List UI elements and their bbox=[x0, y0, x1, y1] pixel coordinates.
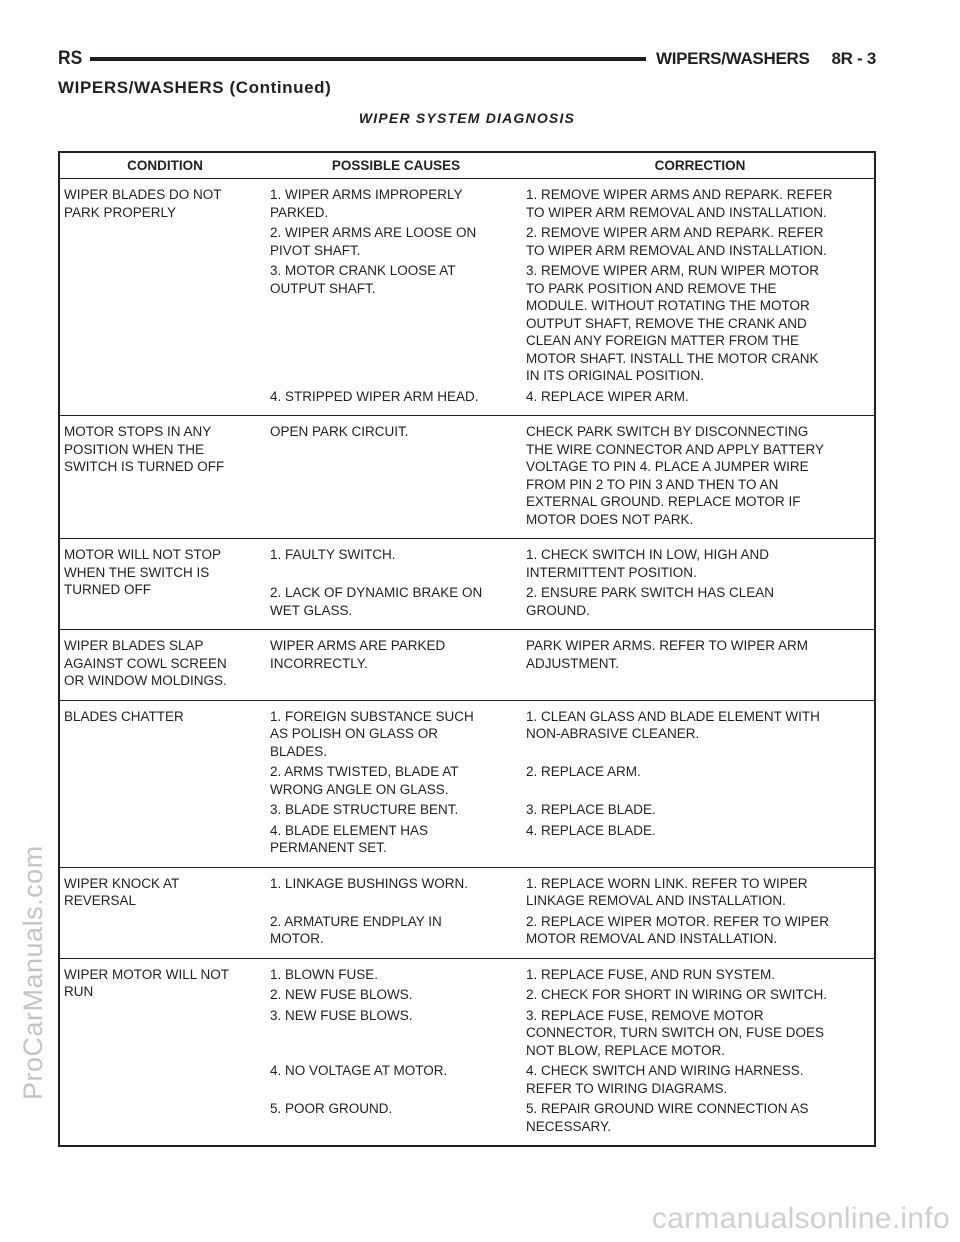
condition-cell: BLADES CHATTER bbox=[64, 708, 184, 724]
header-section bbox=[656, 49, 876, 69]
cause-cell: OPEN PARK CIRCUIT. bbox=[270, 424, 409, 439]
cause-cell: 1. FAULTY SWITCH. bbox=[270, 547, 396, 562]
cause-cell: 2. WIPER ARMS ARE LOOSE ON PIVOT SHAFT. bbox=[270, 225, 477, 258]
table-row-group bbox=[60, 701, 874, 868]
cause-cell: 4. BLADE ELEMENT HAS PERMANENT SET. bbox=[270, 822, 429, 855]
header-page-number: 8R - 3 bbox=[831, 49, 876, 68]
bottom-watermark: carmanualsonline.info bbox=[651, 1202, 950, 1235]
cause-cell: 3. MOTOR CRANK LOOSE AT OUTPUT SHAFT. bbox=[270, 263, 456, 296]
correction-cell: 4. CHECK SWITCH AND WIRING HARNESS. REFER TO WIRING DIAGRAMS. bbox=[526, 1063, 804, 1096]
table-row bbox=[266, 913, 874, 948]
column-header-causes: POSSIBLE CAUSES bbox=[331, 158, 461, 173]
correction-cell: 2. REMOVE WIPER ARM AND REPARK. REFER TO WIPER ARM REMOVAL AND INSTALLATION. bbox=[526, 225, 827, 258]
condition-cell: WIPER BLADES SLAP AGAINST COWL SCREEN OR WINDOW MOLDINGS. bbox=[64, 638, 227, 688]
correction-cell: 3. REMOVE WIPER ARM, RUN WIPER MOTOR TO PARK POSITION AND REMOVE THE MODULE. WITHOUT ROTATING THE MOTOR OUTPUT SHAFT, REMOVE THE CRANK AND CLEAN ANY FOREIGN MATTER FROM THE MOTOR SHAFT. INSTALL THE MOTOR CRANK IN ITS ORIGINAL POSITION. bbox=[526, 263, 820, 383]
table-row bbox=[266, 966, 874, 984]
table-row-group bbox=[60, 868, 874, 959]
correction-cell: 3. REPLACE BLADE. bbox=[526, 802, 656, 817]
cause-correction-list bbox=[266, 966, 874, 1136]
cause-cell: 4. STRIPPED WIPER ARM HEAD. bbox=[270, 388, 479, 404]
table-row-group bbox=[60, 179, 874, 416]
cause-cell: 2. LACK OF DYNAMIC BRAKE ON WET GLASS. bbox=[270, 585, 483, 618]
condition-cell: WIPER BLADES DO NOT PARK PROPERLY bbox=[64, 187, 222, 220]
header-vehicle-code: RS bbox=[58, 48, 83, 69]
correction-cell: 4. REPLACE WIPER ARM. bbox=[526, 388, 689, 404]
condition-cell: WIPER KNOCK AT REVERSAL bbox=[64, 875, 180, 908]
cause-cell: 2. ARMATURE ENDPLAY IN MOTOR. bbox=[270, 913, 442, 946]
cause-cell: 4. NO VOLTAGE AT MOTOR. bbox=[270, 1063, 448, 1078]
cause-cell: 2. NEW FUSE BLOWS. bbox=[270, 987, 413, 1002]
cause-cell: 1. BLOWN FUSE. bbox=[270, 966, 379, 982]
continued-title: WIPERS/WASHERS (Continued) bbox=[58, 78, 332, 97]
table-row bbox=[266, 1062, 874, 1097]
header-rule bbox=[90, 57, 646, 61]
correction-cell: 2. REPLACE WIPER MOTOR. REFER TO WIPER MOTOR REMOVAL AND INSTALLATION. bbox=[526, 913, 830, 946]
table-row bbox=[266, 262, 874, 385]
cause-correction-list bbox=[266, 708, 874, 857]
cause-cell: 1. WIPER ARMS IMPROPERLY PARKED. bbox=[270, 187, 463, 220]
table-row bbox=[266, 186, 874, 221]
diagnosis-table bbox=[58, 151, 876, 1147]
table-row bbox=[266, 801, 874, 819]
correction-cell: PARK WIPER ARMS. REFER TO WIPER ARM ADJUSTMENT. bbox=[526, 638, 809, 671]
condition-cell: MOTOR STOPS IN ANY POSITION WHEN THE SWITCH IS TURNED OFF bbox=[64, 424, 225, 474]
correction-cell: 2. ENSURE PARK SWITCH HAS CLEAN GROUND. bbox=[526, 585, 775, 618]
table-row bbox=[266, 584, 874, 619]
correction-cell: 5. REPAIR GROUND WIRE CONNECTION AS NECESSARY. bbox=[526, 1101, 809, 1134]
cause-cell: 3. NEW FUSE BLOWS. bbox=[270, 1007, 413, 1023]
table-row bbox=[266, 1007, 874, 1060]
side-watermark: ProCarManuals.com bbox=[18, 845, 48, 1100]
table-row bbox=[266, 546, 874, 581]
table-row bbox=[266, 388, 874, 406]
cause-correction-list bbox=[266, 423, 874, 528]
correction-cell: 1. REPLACE FUSE, AND RUN SYSTEM. bbox=[526, 966, 776, 982]
table-row bbox=[266, 986, 874, 1004]
correction-cell: 2. REPLACE ARM. bbox=[526, 764, 641, 779]
table-title: WIPER SYSTEM DIAGNOSIS bbox=[358, 110, 576, 126]
cause-cell: 1. FOREIGN SUBSTANCE SUCH AS POLISH ON GLASS OR BLADES. bbox=[270, 708, 474, 759]
page-header bbox=[58, 44, 876, 74]
condition-cell: WIPER MOTOR WILL NOT RUN bbox=[64, 966, 230, 999]
condition-cell: MOTOR WILL NOT STOP WHEN THE SWITCH IS TURNED OFF bbox=[64, 547, 222, 597]
table-row-group bbox=[60, 959, 874, 1146]
header-section-title: WIPERS/WASHERS bbox=[655, 49, 810, 68]
cause-correction-list bbox=[266, 637, 874, 690]
table-body bbox=[60, 179, 874, 1145]
table-row bbox=[266, 637, 874, 672]
table-row bbox=[266, 1100, 874, 1135]
correction-cell: 4. REPLACE BLADE. bbox=[526, 822, 656, 838]
table-row bbox=[266, 708, 874, 761]
cause-cell: WIPER ARMS ARE PARKED INCORRECTLY. bbox=[270, 638, 446, 671]
correction-cell: 3. REPLACE FUSE, REMOVE MOTOR CONNECTOR, TURN SWITCH ON, FUSE DOES NOT BLOW, REPLACE MOTOR. bbox=[526, 1007, 825, 1058]
column-header-condition: CONDITION bbox=[127, 158, 203, 173]
table-row-group bbox=[60, 630, 874, 701]
column-header-correction: CORRECTION bbox=[654, 158, 746, 173]
cause-cell: 3. BLADE STRUCTURE BENT. bbox=[270, 802, 459, 817]
table-header-row bbox=[60, 153, 874, 179]
cause-correction-list bbox=[266, 546, 874, 619]
cause-correction-list bbox=[266, 186, 874, 405]
cause-cell: 2. ARMS TWISTED, BLADE AT WRONG ANGLE ON GLASS. bbox=[270, 764, 459, 797]
cause-cell: 1. LINKAGE BUSHINGS WORN. bbox=[270, 875, 469, 891]
table-row bbox=[266, 423, 874, 528]
correction-cell: 2. CHECK FOR SHORT IN WIRING OR SWITCH. bbox=[526, 987, 828, 1002]
correction-cell: 1. REPLACE WORN LINK. REFER TO WIPER LINKAGE REMOVAL AND INSTALLATION. bbox=[526, 875, 808, 908]
correction-cell: 1. CHECK SWITCH IN LOW, HIGH AND INTERMITTENT POSITION. bbox=[526, 547, 770, 580]
cause-cell: 5. POOR GROUND. bbox=[270, 1101, 393, 1116]
correction-cell: 1. REMOVE WIPER ARMS AND REPARK. REFER TO WIPER ARM REMOVAL AND INSTALLATION. bbox=[526, 187, 833, 220]
table-row bbox=[266, 822, 874, 857]
table-row-group bbox=[60, 539, 874, 630]
correction-cell: CHECK PARK SWITCH BY DISCONNECTING THE WIRE CONNECTOR AND APPLY BATTERY VOLTAGE TO PIN 4. PLACE A JUMPER WIRE FROM PIN 2 TO PIN 3 AND THEN TO AN EXTERNAL GROUND. REPLACE MOTOR IF MOTOR DOES NOT PARK. bbox=[526, 424, 825, 527]
table-row bbox=[266, 224, 874, 259]
table-row bbox=[266, 875, 874, 910]
table-row bbox=[266, 763, 874, 798]
cause-correction-list bbox=[266, 875, 874, 948]
table-row-group bbox=[60, 416, 874, 539]
correction-cell: 1. CLEAN GLASS AND BLADE ELEMENT WITH NON-ABRASIVE CLEANER. bbox=[526, 708, 820, 741]
